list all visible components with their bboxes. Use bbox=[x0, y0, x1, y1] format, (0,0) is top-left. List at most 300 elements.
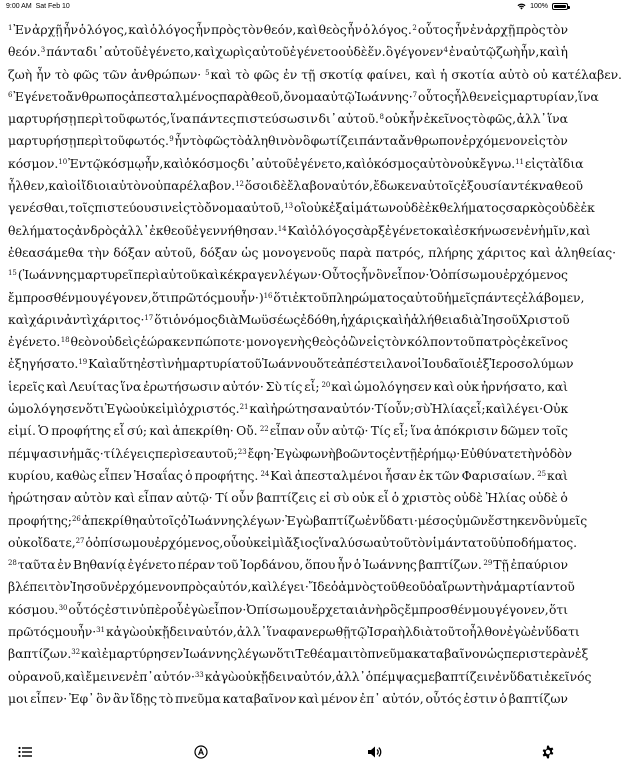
word: ἴδια bbox=[558, 155, 584, 171]
word: μαρτυρία bbox=[181, 356, 241, 372]
word: φωτίζει bbox=[310, 133, 359, 149]
word: $^{27}$ὁ bbox=[75, 534, 93, 550]
word: τὸ bbox=[158, 690, 174, 706]
word: θεόν, bbox=[263, 22, 297, 37]
word: αὐτόν· bbox=[222, 378, 264, 394]
text-line bbox=[8, 398, 568, 420]
word: αὐτόν, bbox=[382, 690, 424, 706]
word: μου bbox=[479, 267, 503, 283]
word: ἦν bbox=[63, 22, 79, 37]
word: τὸν bbox=[410, 534, 433, 550]
word: οὗτός bbox=[425, 690, 462, 706]
word: πάντα bbox=[359, 133, 399, 149]
word: $^{13}$οἳ bbox=[284, 200, 307, 216]
word: νόμος bbox=[180, 311, 218, 327]
word: ἐγένετο, bbox=[141, 44, 195, 60]
word: Φαρισαίων. bbox=[461, 467, 536, 483]
word: ἁμαρτίαν bbox=[493, 579, 554, 595]
word: αὐτῷ· bbox=[175, 490, 213, 506]
word: αὐτοῦ, bbox=[242, 200, 285, 216]
word: ἡμᾶς· bbox=[69, 445, 104, 461]
word: δι᾽ bbox=[318, 111, 337, 127]
word: ἐν bbox=[470, 22, 485, 37]
word: ἐγένετο bbox=[384, 222, 434, 238]
word: αὐτὸν bbox=[419, 155, 458, 171]
text-line bbox=[8, 353, 574, 375]
word: ὅτι bbox=[548, 601, 568, 617]
word: Ἐγὼ bbox=[274, 445, 303, 461]
word: τὴν bbox=[87, 244, 110, 260]
word: $^{11}$εἰς bbox=[515, 155, 543, 171]
word: βαπτίζων bbox=[508, 690, 568, 706]
word: οὐκ bbox=[139, 624, 162, 640]
word: τὰ bbox=[543, 155, 559, 171]
word: $^{18}$θεὸν bbox=[60, 334, 100, 350]
word: θεόν. bbox=[8, 44, 41, 60]
word: ἵνα bbox=[410, 423, 432, 439]
verse-number: 7 bbox=[412, 90, 418, 99]
text-line bbox=[8, 287, 585, 309]
word: $^{31}$κἀγὼ bbox=[96, 624, 140, 640]
text-line bbox=[8, 175, 584, 197]
word: χάριτος bbox=[477, 244, 526, 260]
word: αὐτόν, bbox=[294, 668, 336, 684]
word: εἶπαν bbox=[138, 490, 174, 506]
word: μου bbox=[471, 601, 495, 617]
verse-number: 29 bbox=[483, 559, 493, 568]
word: εἶ; bbox=[470, 401, 486, 417]
word: αὐτὸ bbox=[498, 66, 529, 82]
word: αὐτοῖς bbox=[418, 178, 461, 194]
word: καὶ bbox=[433, 378, 455, 394]
word: ἐρχόμενον bbox=[114, 579, 181, 595]
word: φαίνει, bbox=[366, 66, 412, 82]
word: ἠρώτησαν bbox=[8, 490, 72, 506]
word: ἐρχόμενος bbox=[503, 267, 568, 283]
word: χριστὸς bbox=[401, 490, 451, 506]
word: οἱ bbox=[69, 178, 82, 194]
word: ἐγένετο. bbox=[8, 334, 61, 350]
word: ὃν bbox=[376, 267, 391, 283]
word: ἦν bbox=[195, 22, 211, 37]
word: τὸ bbox=[353, 646, 368, 662]
word: ὡς bbox=[241, 244, 259, 260]
verse-number: 30 bbox=[58, 603, 68, 612]
audio-button[interactable] bbox=[366, 744, 382, 760]
word: πιστεύσωσιν bbox=[236, 111, 318, 127]
word: χάριτος· bbox=[91, 311, 145, 327]
verse-number: 21 bbox=[239, 403, 249, 412]
word: ἐν bbox=[364, 512, 380, 528]
word: ἡ bbox=[340, 311, 348, 327]
word: θεὸς bbox=[318, 22, 347, 37]
word: Τεθέαμαι bbox=[295, 646, 354, 662]
word: ὁ bbox=[149, 22, 158, 37]
word: ἀλλ᾽ bbox=[236, 624, 267, 640]
word: ἐσκήνωσεν bbox=[454, 222, 525, 238]
verse-number: 13 bbox=[284, 202, 294, 211]
word: ἂν bbox=[112, 690, 129, 706]
word: Οὗτος bbox=[321, 267, 361, 283]
word: αἱμάτων bbox=[342, 200, 397, 216]
word: ἐμαρτύρησεν bbox=[101, 646, 184, 662]
word: ἐγὼ bbox=[183, 601, 208, 617]
word: καὶ bbox=[485, 401, 507, 417]
word: εἶπον· bbox=[208, 601, 247, 617]
word: ἐκ bbox=[292, 289, 307, 305]
word: ἀνθρώπων· bbox=[131, 66, 202, 82]
word: αὐτοῦ bbox=[104, 44, 142, 60]
word: οὐκ bbox=[132, 401, 156, 417]
word: ὡμολόγησεν bbox=[354, 378, 432, 394]
word: ὃς bbox=[389, 601, 405, 617]
verse-number: 24 bbox=[260, 469, 270, 478]
word: δῶμεν bbox=[500, 423, 540, 439]
contents-button[interactable] bbox=[17, 744, 33, 760]
word: ὄνομα bbox=[283, 88, 323, 104]
word: ὁ bbox=[362, 22, 371, 37]
word: ἦλθεν bbox=[454, 88, 491, 104]
word: μοι bbox=[8, 690, 29, 706]
word: ἵνα bbox=[170, 111, 192, 127]
word: $^{33}$κἀγὼ bbox=[194, 668, 239, 684]
verse-number: 1 bbox=[8, 24, 13, 32]
word: φωνὴ bbox=[302, 445, 336, 461]
word: ὁδὸν bbox=[542, 445, 572, 461]
word: λέγει· bbox=[506, 401, 543, 417]
word: ὕδατι bbox=[544, 624, 580, 640]
word: ἵνα bbox=[318, 534, 340, 550]
word: ἀπόκρισιν bbox=[433, 423, 498, 439]
word: $^{26}$ἀπεκρίθη bbox=[71, 512, 140, 528]
word: καὶ bbox=[8, 311, 29, 327]
word: καὶ bbox=[547, 378, 568, 394]
word: ἀρχῇ bbox=[32, 22, 63, 37]
word: ἦλθον bbox=[469, 624, 507, 640]
word: μονογενοῦς bbox=[262, 244, 336, 260]
word: περὶ bbox=[76, 111, 104, 127]
word: ἵνα bbox=[547, 111, 568, 127]
word: ἔδωκεν bbox=[373, 178, 419, 194]
word: Βηθανίᾳ bbox=[73, 557, 126, 573]
word: πρὸς bbox=[180, 579, 210, 595]
word: φῶς bbox=[204, 133, 230, 149]
word: ὀπίσω bbox=[92, 534, 132, 550]
word: φῶς, bbox=[486, 111, 516, 127]
word: θεοῦ bbox=[554, 178, 584, 194]
word: $^{20}$καὶ bbox=[321, 378, 353, 394]
word: ἐστιν bbox=[104, 601, 139, 617]
speaker-icon bbox=[367, 745, 382, 759]
word: εἰμὶ bbox=[155, 401, 180, 417]
word: ἐρχόμενον bbox=[462, 133, 528, 149]
word: ἐκ bbox=[424, 200, 440, 216]
text-line bbox=[8, 576, 575, 598]
word: Ἱεροσολύμων bbox=[489, 356, 574, 372]
word: οὐκ bbox=[238, 668, 261, 684]
word: μου bbox=[217, 289, 241, 305]
word: ὕδατι· bbox=[379, 512, 418, 528]
word: κόσμος bbox=[373, 155, 420, 171]
text-line bbox=[8, 86, 599, 108]
word: τῷ bbox=[350, 624, 368, 640]
word: ὁ bbox=[309, 222, 318, 238]
verse-number: 14 bbox=[277, 224, 287, 233]
text-line bbox=[8, 220, 591, 242]
word: σὺ bbox=[333, 490, 350, 506]
word: ὡμολόγησεν bbox=[8, 401, 86, 417]
word: θεὸς bbox=[312, 334, 341, 350]
word: περὶ bbox=[133, 267, 161, 283]
word: αὐτοῦ bbox=[160, 267, 198, 283]
word: $^{29}$Τῇ bbox=[483, 557, 509, 573]
word: τῶν bbox=[435, 467, 460, 483]
word: χάρις bbox=[347, 311, 383, 327]
word: Τί bbox=[374, 401, 388, 417]
word: Ἠσαΐας bbox=[133, 467, 183, 483]
word: τὸν bbox=[546, 133, 568, 149]
verse-number: 31 bbox=[96, 626, 105, 635]
word: ἐγὼ bbox=[506, 624, 531, 640]
word: γέγονεν bbox=[393, 44, 444, 60]
word: $^8$οὐκ bbox=[379, 111, 408, 127]
word: οὐδὲ bbox=[453, 490, 483, 506]
word: Οὐκ bbox=[542, 401, 569, 417]
word: ὁ bbox=[78, 22, 87, 37]
word: κυρίου, bbox=[8, 467, 55, 483]
verse-number: 33 bbox=[194, 670, 204, 679]
word: $^2$οὗτος bbox=[412, 22, 454, 37]
gear-icon bbox=[541, 745, 555, 759]
word: οὐκ bbox=[306, 200, 329, 216]
word: μαρτυρήσῃ bbox=[8, 111, 77, 127]
word: καὶ bbox=[46, 378, 68, 394]
word: οὖν bbox=[307, 423, 330, 439]
text-line bbox=[8, 643, 589, 665]
word: ᾔδειν bbox=[260, 668, 295, 684]
word: μαρτυρήσῃ bbox=[8, 133, 77, 149]
word: μένον bbox=[320, 690, 358, 706]
word: ἀντὶ bbox=[64, 311, 92, 327]
word: ἐκ bbox=[149, 222, 164, 238]
verse-number: 23 bbox=[237, 447, 247, 456]
word: μαρτυρίαν, bbox=[508, 88, 579, 104]
word: $^{23}$ἔφη· bbox=[237, 445, 275, 461]
word: εἶ bbox=[377, 490, 389, 506]
word: οἱ bbox=[409, 356, 423, 372]
word: Ἰησοῦν bbox=[70, 579, 115, 595]
word: αὐτοῦ bbox=[406, 289, 444, 305]
word: οὐκ bbox=[238, 534, 261, 550]
word: ἀλλ᾽ bbox=[335, 668, 366, 684]
word: ἐξουσίαν bbox=[460, 178, 518, 194]
word: Χριστοῦ bbox=[518, 311, 570, 327]
word: τίς bbox=[283, 378, 303, 394]
word: ἦν, bbox=[520, 44, 540, 60]
word: ὁ bbox=[173, 311, 181, 327]
word: πληρώματος bbox=[328, 289, 407, 305]
status-bar bbox=[0, 0, 576, 14]
word: ἄξιος bbox=[284, 534, 319, 550]
verse-number: 3 bbox=[40, 46, 46, 55]
word: ἀρχῇ bbox=[484, 22, 516, 37]
scripture-text-view[interactable] bbox=[8, 19, 622, 731]
word: αὐτοῦ. bbox=[337, 111, 379, 127]
word: τέκνα bbox=[517, 178, 555, 194]
word: ἑώρακεν bbox=[140, 334, 195, 350]
word: τοῦτο bbox=[433, 624, 470, 640]
word: ὃν bbox=[96, 690, 112, 706]
word: καθὼς bbox=[56, 467, 97, 483]
word: αὐτόν, bbox=[195, 624, 237, 640]
verse-number: 19 bbox=[78, 358, 88, 367]
verse-number: 12 bbox=[235, 180, 244, 189]
word: σεαυτοῦ; bbox=[181, 445, 238, 461]
word: ἵνα bbox=[120, 378, 142, 394]
word: ἦν· bbox=[77, 624, 97, 640]
word: ἀπεσταλμένος bbox=[128, 88, 219, 104]
word: καὶ bbox=[114, 490, 136, 506]
word: κόσμου. bbox=[8, 601, 59, 617]
word: $^{17}$ὅτι bbox=[144, 311, 174, 327]
word: βαπτίζεις bbox=[256, 490, 317, 506]
word: Ἰουδαῖοι bbox=[422, 356, 477, 372]
word: τοῖς bbox=[68, 200, 95, 216]
word: ὄνομα bbox=[204, 200, 243, 216]
word: με bbox=[420, 668, 435, 684]
word: ἡμῖν, bbox=[538, 222, 570, 238]
word: αὐτοῦ bbox=[255, 155, 294, 171]
word: ἀνδρὸς bbox=[74, 222, 120, 238]
word: πνεῦμα bbox=[367, 646, 414, 662]
verse-number: 16 bbox=[263, 291, 273, 300]
word: φωτός, bbox=[126, 111, 171, 127]
word: διὰ bbox=[461, 311, 482, 327]
word: ἠρνήσατο, bbox=[480, 378, 546, 394]
word: ἴδιοι bbox=[81, 178, 111, 194]
word: τί bbox=[103, 445, 116, 461]
word: σύ; bbox=[126, 423, 147, 439]
word: $^{12}$ὅσοι bbox=[235, 178, 273, 194]
text-line bbox=[8, 108, 568, 130]
word: φωτός. bbox=[125, 133, 169, 149]
word: παρὰ bbox=[339, 244, 372, 260]
verse-number: 22 bbox=[259, 425, 269, 434]
word: $^{15}$(Ἰωάννης bbox=[8, 267, 77, 283]
text-line bbox=[8, 19, 568, 41]
word: ὅτι bbox=[85, 401, 105, 417]
word: ὃ bbox=[302, 133, 311, 149]
word: καὶ bbox=[128, 22, 150, 37]
word: αὐτὸν bbox=[110, 178, 149, 194]
settings-button[interactable] bbox=[540, 744, 556, 760]
word: πιστεύουσιν bbox=[94, 200, 172, 216]
word: $^{30}$οὗτός bbox=[58, 601, 105, 617]
word: ἀλλ᾽ bbox=[516, 111, 547, 127]
word: σκοτία bbox=[451, 66, 495, 82]
word: ὃν bbox=[538, 512, 554, 528]
word: βαπτίζειν bbox=[434, 668, 496, 684]
word: εἶπον· bbox=[391, 267, 430, 283]
word: καὶ bbox=[529, 244, 551, 260]
word: ἔμπροσθέν bbox=[404, 601, 472, 617]
word: Ἠλίας bbox=[485, 490, 526, 506]
word: $^{25}$καὶ bbox=[537, 467, 568, 483]
word: αὐτῷ· bbox=[331, 423, 369, 439]
word: καὶ bbox=[64, 668, 86, 684]
word: ἀληθινὸν bbox=[244, 133, 303, 149]
word: ἐπαύριον bbox=[510, 557, 568, 573]
word: $^{21}$καὶ bbox=[239, 401, 271, 417]
verse-number: 26 bbox=[71, 514, 81, 523]
word: δόξαν bbox=[113, 244, 151, 260]
word: Λευίτας bbox=[69, 378, 119, 394]
word: βαπτίζω bbox=[313, 512, 365, 528]
word: πέραν bbox=[177, 557, 216, 573]
text-line bbox=[8, 487, 568, 509]
word: ἐκεῖνος bbox=[423, 111, 471, 127]
word: τοῦ bbox=[104, 111, 126, 127]
word: φῶς bbox=[73, 66, 99, 82]
word: σκοτίᾳ bbox=[319, 66, 363, 82]
word: $^1$Ἐν bbox=[8, 22, 32, 37]
verse-number: 2 bbox=[412, 24, 417, 32]
word: καὶ bbox=[194, 44, 216, 60]
word: ἐν bbox=[524, 222, 539, 238]
word: Ἰσραὴλ bbox=[367, 624, 413, 640]
word: καὶ bbox=[382, 311, 404, 327]
text-line bbox=[8, 599, 568, 621]
word: πάντες bbox=[477, 289, 522, 305]
word: ὑποδήματος. bbox=[497, 534, 578, 550]
word: τὸ bbox=[189, 200, 205, 216]
word: Ἰωάννης· bbox=[354, 88, 413, 104]
word: τοῦ bbox=[103, 133, 125, 149]
word: Ἠλίας bbox=[430, 401, 471, 417]
word: καὶ bbox=[345, 155, 367, 171]
word: ἐξ bbox=[476, 356, 490, 372]
word: αὐτῷ bbox=[463, 44, 496, 60]
word: πώποτε· bbox=[194, 334, 246, 350]
text-line bbox=[8, 153, 584, 175]
font-button[interactable] bbox=[193, 744, 209, 760]
word: Ἰωάννου bbox=[261, 356, 317, 372]
word: ἴδῃς bbox=[130, 690, 158, 706]
word: Ἰωάννης bbox=[188, 512, 243, 528]
word: ἦν bbox=[408, 111, 424, 127]
text-line bbox=[8, 309, 568, 331]
word: δὲ bbox=[272, 178, 287, 194]
word: ἔρχεται bbox=[311, 601, 359, 617]
word: οὐδὲ bbox=[528, 490, 558, 506]
word: εἰ bbox=[319, 490, 331, 506]
word: ἔμεινεν bbox=[85, 668, 133, 684]
word: κέκραγεν bbox=[219, 267, 279, 283]
word: ἐλάβομεν, bbox=[521, 289, 585, 305]
text-line bbox=[8, 621, 580, 643]
word: καὶ bbox=[251, 579, 273, 595]
word: λόγος. bbox=[370, 22, 412, 37]
word: θεοῦ bbox=[398, 579, 427, 595]
verse-number: 17 bbox=[144, 313, 154, 322]
text-line bbox=[8, 465, 568, 487]
word: οὐκ bbox=[457, 155, 480, 171]
word: ἐπ᾽ bbox=[132, 668, 154, 684]
word: θεοῦ, bbox=[250, 88, 284, 104]
word: οὐκ bbox=[352, 490, 375, 506]
word: θελήματος bbox=[8, 222, 75, 238]
word: Μωϋσέως bbox=[238, 311, 301, 327]
